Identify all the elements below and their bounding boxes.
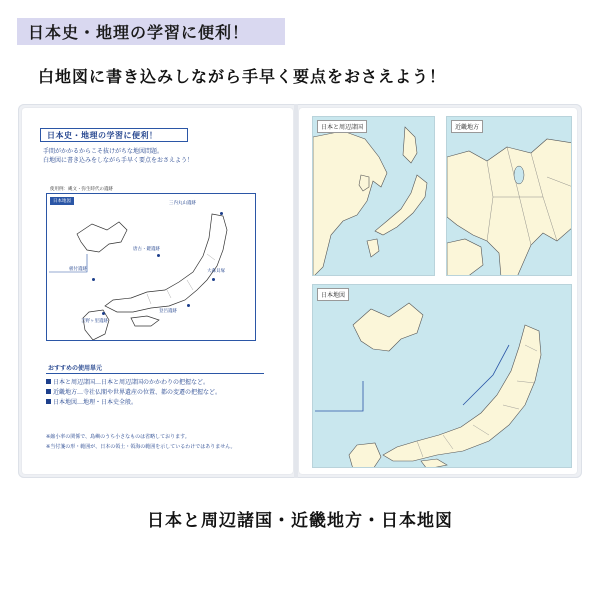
map-kinki-graphic [447,117,572,276]
notes [46,432,236,452]
site-label: 登呂遺跡 [159,309,177,314]
example-map-tag: 日本地図 [50,197,74,205]
note-2: ※当付箋の形・範囲が、日本の領土・領海の範囲を示しているわけではありません。 [46,444,236,450]
map-japan-neighbors-graphic [313,117,435,276]
site-marker [157,254,160,257]
map-kinki [446,116,572,276]
site-label: 板付遺跡 [69,267,87,272]
unit-item: 日本地図…地理・日本史全般。 [46,398,221,408]
map1-label: 日本と周辺諸国 [317,120,367,133]
site-label: 三内丸山遺跡 [169,201,196,206]
footer-caption: 日本と周辺諸国・近畿地方・日本地図 [147,511,453,531]
units-list [46,378,221,408]
left-page-title: 日本史・地理の学習に便利！ [40,128,188,142]
header-badge: 日本史・地理の学習に便利！ [17,18,285,45]
site-marker [220,212,223,215]
site-label: 吉野ヶ里遺跡 [81,319,108,324]
folder-spine [294,104,298,478]
example-caption: 使用例：縄文・弥生時代の遺跡 [50,187,113,192]
site-marker [92,278,95,281]
note-1: ※縮小率の関係で、島嶼のうち小さなものは省略しております。 [46,434,190,440]
map-japan [312,284,572,468]
map-japan-graphic [313,285,572,468]
example-map [46,193,256,341]
map-japan-neighbors [312,116,435,276]
site-marker [102,312,105,315]
map3-label: 日本地図 [317,288,349,301]
unit-item: 日本と周辺諸国…日本と周辺諸国のかかわりの把握など。 [46,378,221,388]
headline: 白地図に書き込みしながら手早く要点をおさえよう！ [38,67,447,86]
intro-line-2: 白地図に書き込みをしながら手早く要点をおさえよう！ [43,157,194,164]
units-heading: おすすめの使用単元 [46,363,264,374]
site-label: 大森貝塚 [207,269,225,274]
site-label: 唐古・鍵遺跡 [133,247,160,252]
left-page-intro [43,147,193,165]
unit-item: 近畿地方…寺社仏閣や世界遺産の位置、都の変遷の把握など。 [46,388,221,398]
site-marker [212,278,215,281]
map2-label: 近畿地方 [451,120,483,133]
intro-line-1: 手間がかかるからこそ抜けがちな地図問題。 [43,148,164,155]
site-marker [187,304,190,307]
